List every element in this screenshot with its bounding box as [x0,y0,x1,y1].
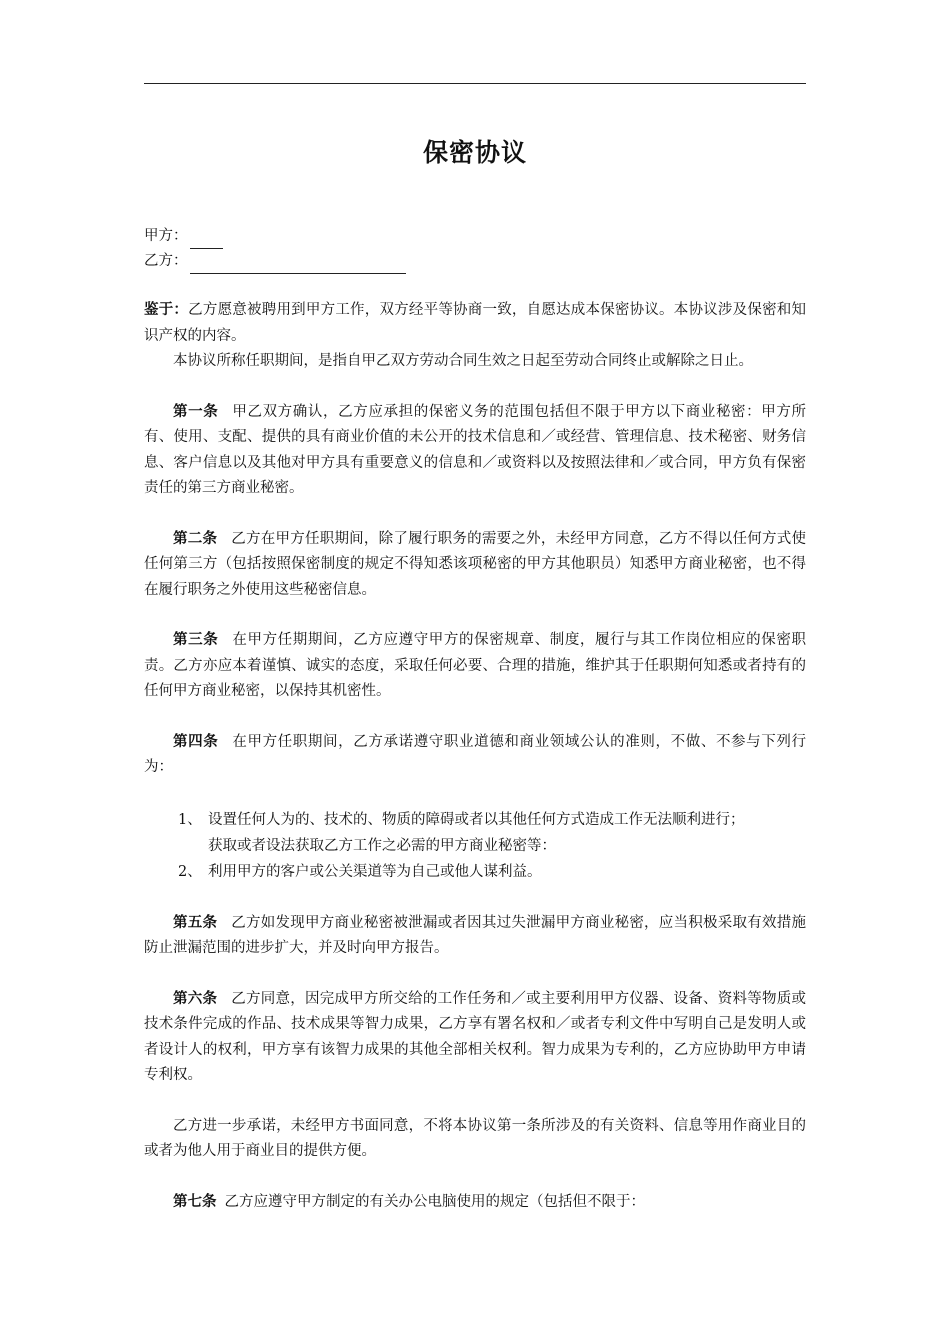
party-b-blank[interactable] [190,255,406,274]
article-2-text: 乙方在甲方任职期间，除了履行职务的需要之外，未经甲方同意，乙方不得以任何方式使任何第三方（包括按照保密制度的规定不得知悉该项秘密的甲方其他职员）知悉甲方商业秘密，也不得在履行职务之外使用这些秘密信息。 [144,530,806,598]
article-4-heading: 第四条 [173,733,219,750]
document-body [144,224,806,1215]
article-1-heading: 第一条 [173,403,219,420]
list-number: 1、 [178,811,202,828]
party-a-line [144,224,806,249]
article-4 [144,730,806,781]
party-b-line [144,249,806,274]
article-6-text: 乙方同意，因完成甲方所交给的工作任务和／或主要利用甲方仪器、设备、资料等物质或技术条件完成的作品、技术成果等智力成果，乙方享有署名权和／或者专利文件中写明自己是发明人或者设计人的权利，甲方享有该智力成果的其他全部相关权利。智力成果为专利的，乙方应协助甲方申请专利权。 [144,990,806,1083]
article-3 [144,628,806,705]
article-2-heading: 第二条 [173,530,218,547]
recital-text: 乙方愿意被聘用到甲方工作，双方经平等协商一致，自愿达成本保密协议。本协议涉及保密和知识产权的内容。 [144,302,807,344]
article-7 [144,1190,806,1216]
article-3-heading: 第三条 [173,632,219,648]
article-5-heading: 第五条 [173,914,218,931]
article-5 [144,911,806,962]
article-6 [144,987,806,1089]
party-a-blank[interactable] [190,230,223,249]
recital-lead: 鉴于： [144,302,189,318]
article-1 [144,400,806,502]
article-5-text: 乙方如发现甲方商业秘密被泄漏或者因其过失泄漏甲方商业秘密，应当积极采取有效措施防止泄漏范围的进步扩大，并及时向甲方报告。 [144,914,806,956]
list-text: 利用甲方的客户或公关渠道等为自己或他人谋利益。 [208,863,542,880]
article-4-text: 在甲方任职期间，乙方承诺遵守职业道德和商业领域公认的准则，不做、不参与下列行为： [144,733,807,775]
article-6-heading: 第六条 [173,990,218,1007]
article-3-text: 在甲方任期期间，乙方应遵守甲方的保密规章、制度，履行与其工作岗位相应的保密职责。乙方亦应本着谨慎、诚实的态度，采取任何必要、合理的措施，维护其于任职期何知悉或者持有的任何甲方商业秘密，以保持其机密性。 [144,632,807,699]
article-1-text: 甲乙双方确认，乙方应承担的保密义务的范围包括但不限于甲方以下商业秘密：甲方所有、使用、支配、提供的具有商业价值的未公开的技术信息和／或经营、管理信息、技术秘密、财务信息、客户信息以及其他对甲方具有重要意义的信息和／或资料以及按照法律和／或合同，甲方负有保密责任的第三方商业秘密。 [144,403,807,496]
list-item-continuation: 获取或者设法获取乙方工作之必需的甲方商业秘密等： [208,837,556,854]
document-title: 保密协议 [422,138,527,167]
list-text: 设置任何人为的、技术的、物质的障碍或者以其他任何方式造成工作无法顺利进行； [208,811,745,828]
list-item [178,859,806,885]
recital-paragraph [144,298,806,349]
article-2 [144,527,806,604]
article-7-heading: 第七条 [173,1193,217,1210]
party-a-label: 甲方： [144,228,188,244]
header-rule [144,83,806,84]
party-b-label: 乙方： [144,253,188,269]
list-number: 2、 [178,863,202,880]
prohibited-acts-list [144,807,806,885]
term-definition: 本协议所称任职期间，是指自甲乙双方劳动合同生效之日起至劳动合同终止或解除之日止。 [173,353,753,369]
further-commitment: 乙方进一步承诺，未经甲方书面同意，不将本协议第一条所涉及的有关资料、信息等用作商业目的或者为他人用于商业目的提供方便。 [144,1117,806,1159]
article-7-text: 乙方应遵守甲方制定的有关办公电脑使用的规定（包括但不限于： [224,1193,645,1210]
list-item [178,807,806,833]
